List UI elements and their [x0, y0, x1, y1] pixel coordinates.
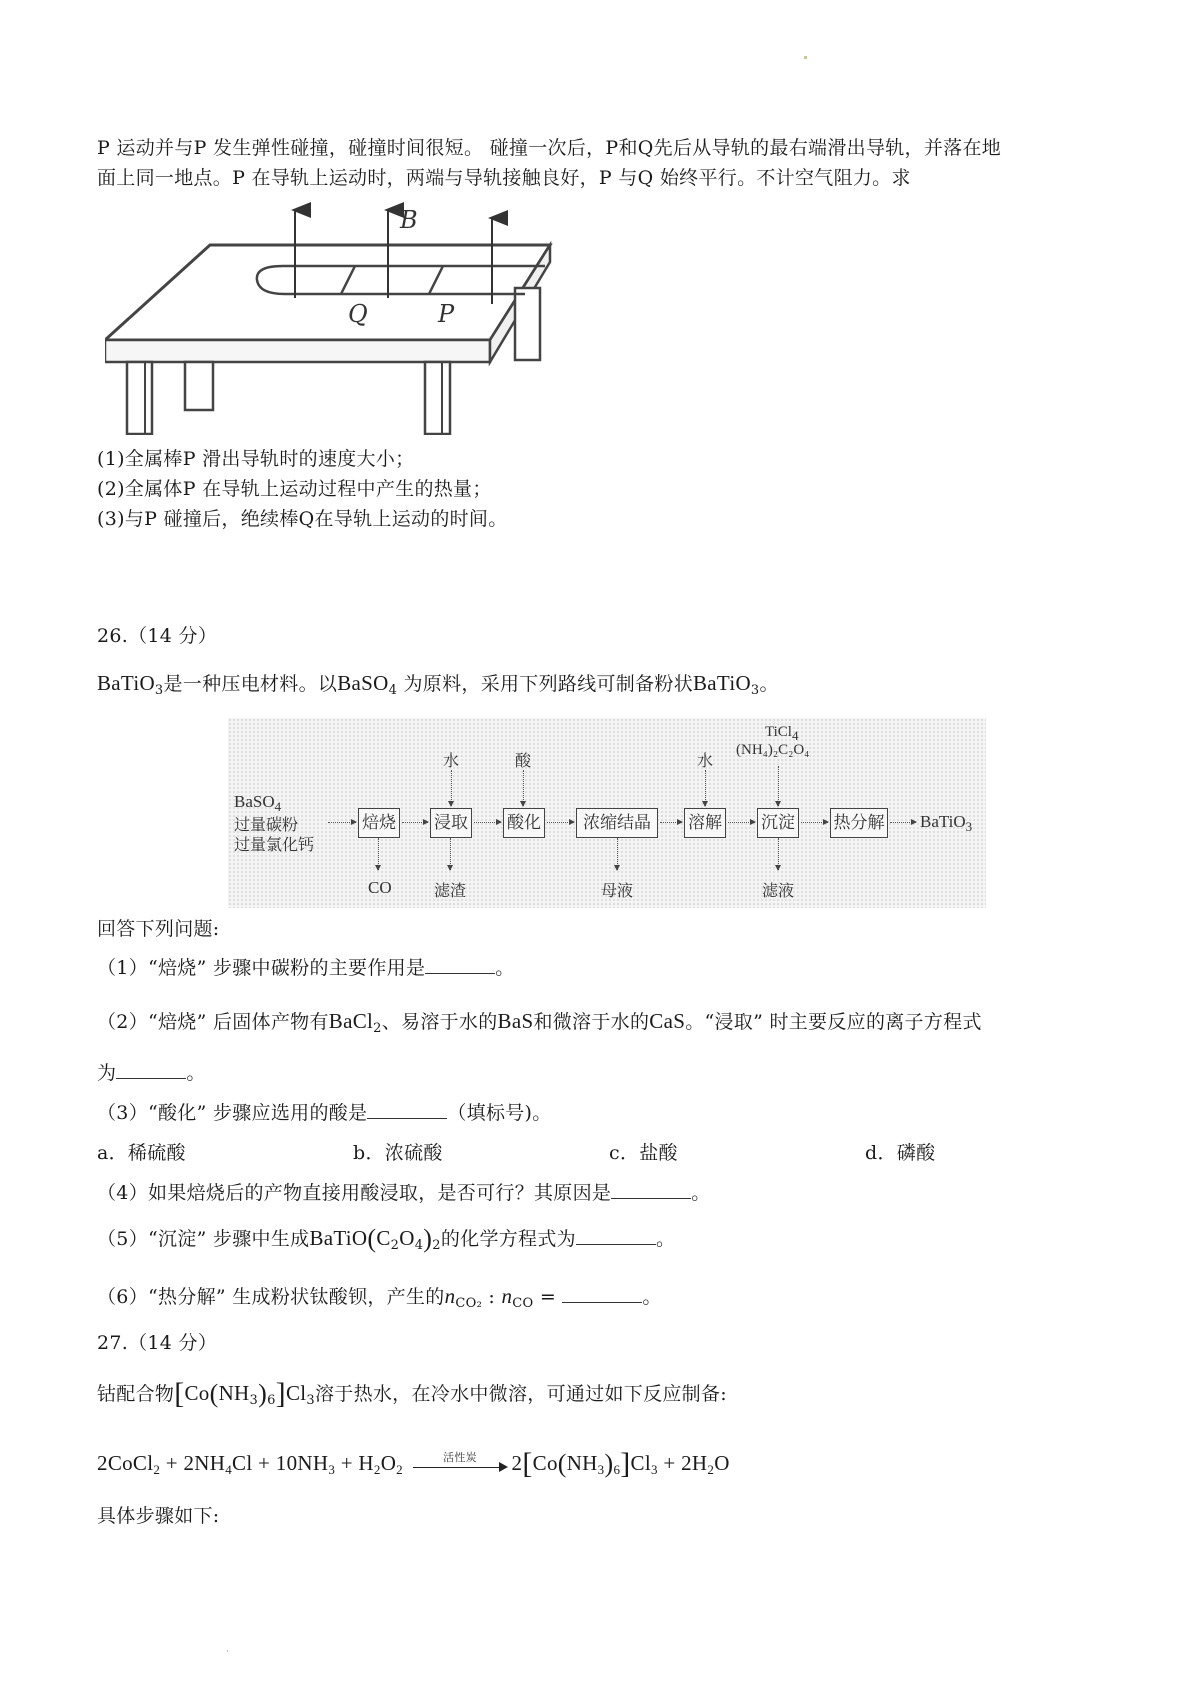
flow-step-thermal-decomposition: 热分解 [830, 808, 888, 838]
flow-arrow [402, 822, 428, 823]
flow-arrow [660, 822, 682, 823]
physics-paragraph-line-2: 面上同一地点。P 在导轨上运动时，两端与导轨接触良好，P 与Q 始终平行。不计空气阻力。求 [97, 167, 911, 189]
flow-step-concentrate-crystallize: 浓缩结晶 [576, 808, 658, 838]
physics-question-3: (3)与P 碰撞后，绝续棒Q在导轨上运动的时间。 [97, 508, 508, 530]
flow-top-ticl4: TiCl$_4$ [765, 724, 799, 743]
q26-question-1: （1）“焙烧” 步骤中碳粉的主要作用是 。 [97, 957, 515, 979]
flow-arrow [328, 822, 356, 823]
q26-header: 26.（14 分） [97, 625, 218, 647]
batio3-process-flowchart [228, 718, 986, 908]
flow-step-precipitate: 沉淀 [757, 808, 799, 838]
flow-arrow [801, 822, 828, 823]
flow-arrow-down [778, 838, 779, 870]
scan-artifact-dot [804, 56, 807, 59]
flow-output-filtrate: 滤液 [762, 881, 795, 900]
flow-step-acidify: 酸化 [503, 808, 545, 838]
q27-header: 27.（14 分） [97, 1332, 218, 1354]
flow-output-residue: 滤渣 [434, 881, 467, 900]
flow-input-baso4: BaSO$_4$ [234, 792, 282, 814]
flow-arrow [474, 822, 501, 823]
flow-output-mother-liquor: 母液 [601, 881, 634, 900]
flow-arrow [728, 822, 755, 823]
flow-arrow [890, 822, 916, 823]
answer-blank[interactable] [562, 1284, 642, 1303]
flow-output-co: CO [368, 878, 392, 897]
q26-question-6: （6）“热分解” 生成粉状钛酸钡，产生的$n_{CO_2}$ : $n_{CO}$ = 。 [97, 1284, 662, 1311]
flow-arrow-down [451, 770, 452, 806]
option-a: a．稀硫酸 [97, 1142, 186, 1164]
answer-blank[interactable] [576, 1226, 656, 1245]
q26-question-2: （2）“焙烧” 后固体产物有BaCl$_2$、易溶于水的BaS和微溶于水的CaS。“浸取” 时主要反应的离子方程式 [97, 1009, 982, 1036]
flow-top-water-1: 水 [443, 751, 460, 770]
q27-reaction-equation: 2CoCl$_2$ + $2NH_4Cl + 10NH_3 + H_2O_2$ 活性炭 $2[Co(NH_3)_6]Cl_3 + 2H_2O$ [97, 1447, 730, 1480]
field-label-b: B [400, 206, 418, 234]
option-c: c．盐酸 [609, 1142, 678, 1164]
flow-product-batio3: BaTiO$_3$ [920, 812, 973, 834]
rod-label-p: P [438, 300, 455, 328]
option-d: d．磷酸 [865, 1142, 936, 1164]
reaction-condition: 活性炭 [443, 1451, 477, 1465]
physics-question-1: (1)全属棒P 滑出导轨时的速度大小； [97, 448, 415, 470]
physics-question-2: (2)全属体P 在导轨上运动过程中产生的热量； [97, 478, 492, 500]
flow-top-acid: 酸 [515, 751, 532, 770]
rail-table-figure [105, 200, 615, 435]
q27-steps-label: 具体步骤如下: [97, 1505, 220, 1527]
q26-prompt: 回答下列问题: [97, 918, 220, 940]
q26-intro: BaTiO$_3$是一种压电材料。以BaSO$_4$ 为原料，采用下列路线可制备粉状BaTiO$_3$。 [97, 671, 779, 698]
flow-arrow [547, 822, 574, 823]
flow-arrow-down [450, 838, 451, 870]
q26-question-2-line-2: 为 。 [97, 1062, 206, 1084]
flow-top-ammonium-oxalate: (NH₄)₂C₂O₄ [736, 742, 810, 758]
q26-question-4: （4）如果焙烧后的产物直接用酸浸取，是否可行？其原因是 。 [97, 1182, 711, 1204]
flow-arrow-down [778, 766, 779, 806]
answer-blank[interactable] [611, 1180, 691, 1199]
reaction-arrow [413, 1451, 508, 1475]
option-b: b．浓硫酸 [353, 1142, 443, 1164]
flow-step-dissolve: 溶解 [684, 808, 726, 838]
flow-arrow-down [378, 838, 379, 870]
flow-arrow-down [523, 770, 524, 806]
flow-arrow-down [617, 838, 618, 870]
q26-question-5: （5）“沉淀” 步骤中生成$BaTiO(C_2O_4)_2$的化学方程式为 。 [97, 1224, 676, 1253]
flow-top-water-2: 水 [697, 751, 714, 770]
answer-blank[interactable] [425, 955, 495, 974]
answer-blank[interactable] [367, 1100, 447, 1119]
q26-question-3: （3）“酸化” 步骤应选用的酸是 （填标号)。 [97, 1102, 552, 1124]
physics-paragraph-line-1: P 运动并与P 发生弹性碰撞，碰撞时间很短。 碰撞一次后，P和Q先后从导轨的最右端滑出导轨，并落在地 [97, 137, 1002, 159]
scan-artifact-dot [227, 1650, 228, 1652]
flow-input-carbon: 过量碳粉 [234, 815, 299, 834]
flow-input-cacl2: 过量氯化钙 [234, 835, 315, 854]
answer-blank[interactable] [116, 1060, 186, 1079]
flow-step-roast: 焙烧 [358, 808, 400, 838]
flow-step-leach: 浸取 [430, 808, 472, 838]
rod-label-q: Q [348, 300, 368, 328]
flow-arrow-down [705, 770, 706, 806]
q27-intro: 钴配合物$[Co(NH_3)_6]Cl_3$溶于热水，在冷水中微溶，可通过如下反应制备: [97, 1377, 727, 1410]
